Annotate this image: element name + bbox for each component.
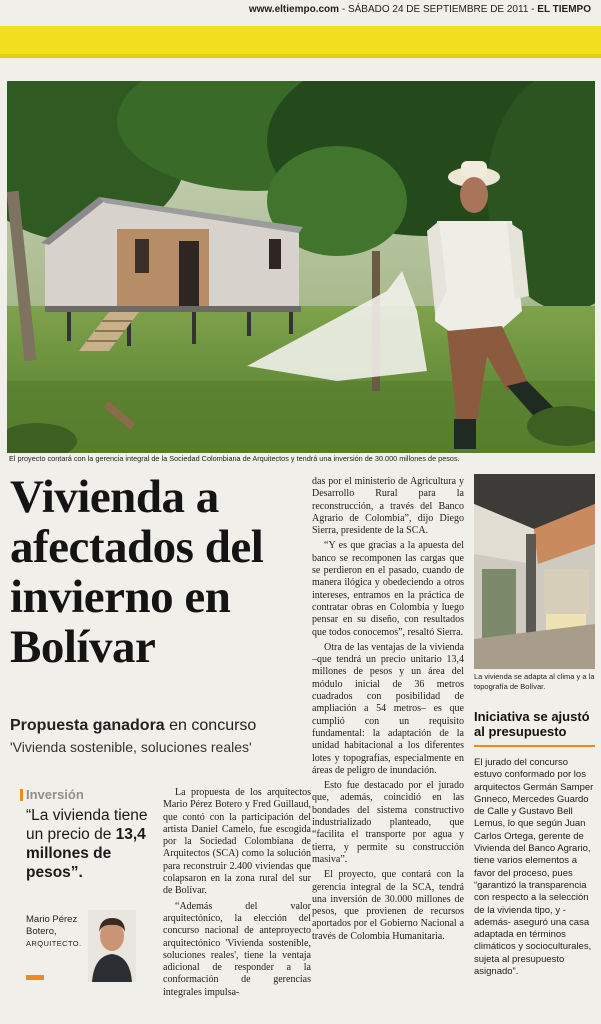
site-url[interactable]: www.eltiempo.com <box>248 4 340 15</box>
author-portrait-image <box>88 910 136 982</box>
author-portrait <box>88 910 136 982</box>
quote-author: Mario Pérez Botero, <box>26 914 78 937</box>
pull-quote-highlight: 13,4 millones de pesos”. <box>26 826 146 881</box>
paragraph: Otra de las ventajas de la vivienda –que tendrá un precio unitario 13,4 millones de pesos y un área del módulo inicial de 36 metros cuadrados con posibilidad de ampliación a 54 metros– es que cumplió con un requisito fundamental: la adaptación de la unidad habitacional a los diferentes lotes y topografías, especialmente en áreas de peligro de inundación. <box>312 641 464 776</box>
masthead-separator-2: - <box>528 4 538 15</box>
article-column-1 <box>163 787 311 1002</box>
newspaper-name: EL TIEMPO <box>537 4 591 15</box>
interior-illustration <box>474 474 595 669</box>
masthead <box>0 0 601 20</box>
quote-author-role: ARQUITECTO. <box>26 939 82 948</box>
quote-accent-bar <box>20 789 23 801</box>
sidebar-title: Iniciativa se ajustó al presupuesto <box>474 709 590 739</box>
article-headline: Vivienda a afectados del invierno en Bolívar <box>10 471 264 673</box>
paragraph: Esto fue destacado por el jurado que, además, coincidió en las bondades del sistema constructivo industrializado planteado, que “facilita el transporte por agua y tierra, y permite su construcción masiva”. <box>312 780 464 865</box>
paragraph: El proyecto, que contará con la gerencia integral de la SCA, tendrá una inversión de 30.000 millones de pesos, que provienen de recursos aportados por el Gobierno Nacional a través de Colombia Humanitaria. <box>312 869 464 942</box>
sidebar-rule <box>474 745 595 747</box>
main-photo <box>7 81 595 453</box>
subhead-contest-name: 'Vivienda sostenible, soluciones reales' <box>10 739 252 755</box>
masthead-line <box>249 4 591 15</box>
sidebar-text: El jurado del concurso estuvo conformado por los arquitectos Germán Samper Gnneco, Mercedes Guardo de Calle y Gustavo Bell Lemus, lo que según Juan Carlos Ortega, gerente de Vivienda del Banco Agrario, tiene varios elementos a favor del proceso, pues “garantizó la transparencia con respecto a la selección de la vivienda tipo, y -además- aseguró una casa adaptada en términos climáticos y socioculturales, sujeta al presupuesto asignado”. <box>474 757 594 978</box>
quote-label: Inversión <box>26 787 84 802</box>
article-column-2 <box>312 476 464 946</box>
pull-quote <box>26 806 156 882</box>
house-and-man-illustration <box>7 81 595 453</box>
article-subhead <box>10 717 310 735</box>
paragraph: das por el ministerio de Agricultura y Desarrollo Rural para la reconstrucción, a través del Banco Agrario de Colombia”, dijo Diego Sierra, presidente de la SCA. <box>312 476 464 537</box>
edition-date: SÁBADO 24 DE SEPTIEMBRE DE 2011 <box>347 4 529 15</box>
photo-caption: El proyecto contará con la gerencia integral de la Sociedad Colombiana de Arquitectos y tendrá una inversión de 30.000 millones de pesos. <box>9 454 460 463</box>
section-band-edge <box>0 54 601 58</box>
paragraph: La propuesta de los arquitectos Mario Pérez Botero y Fred Guillaud, que contó con la participación del artista Daniel Camelo, fue escogida por la Sociedad Colombiana de Arquitectos (SCA) como la solución para reconstruir 2.400 viviendas que colapsaron en la zona rural del sur de Bolívar. <box>163 787 311 897</box>
sidebar-photo-caption: La vivienda se adapta al clima y a la topografía de Bolívar. <box>474 672 595 691</box>
subhead-bold: Propuesta ganadora <box>10 717 165 734</box>
quote-end-marker <box>26 975 44 980</box>
section-band <box>0 26 601 54</box>
subhead-rest: en concurso <box>164 717 257 734</box>
paragraph: “Además del valor arquitectónico, la elección del concurso nacional de anteproyecto arquitectónico 'Vivienda sostenible, soluciones reales', tiene la ventaja adicional de responder a la conformación de gerencias integrales impulsa- <box>163 900 311 998</box>
pull-quote-text: “La vivienda tiene un precio de <box>26 807 148 843</box>
masthead-separator: - <box>339 4 348 15</box>
interior-photo <box>474 474 595 669</box>
paragraph: “Y es que gracias a la apuesta del banco se recomponen las cargas que se perdieron en el pasado, cuando de manera ilógica y obedeciendo a otros intereses, entramos en la práctica de contratar obras en Colombia y luego pensar en su diseño, con resultados que todos conocemos”, resaltó Sierra. <box>312 540 464 638</box>
